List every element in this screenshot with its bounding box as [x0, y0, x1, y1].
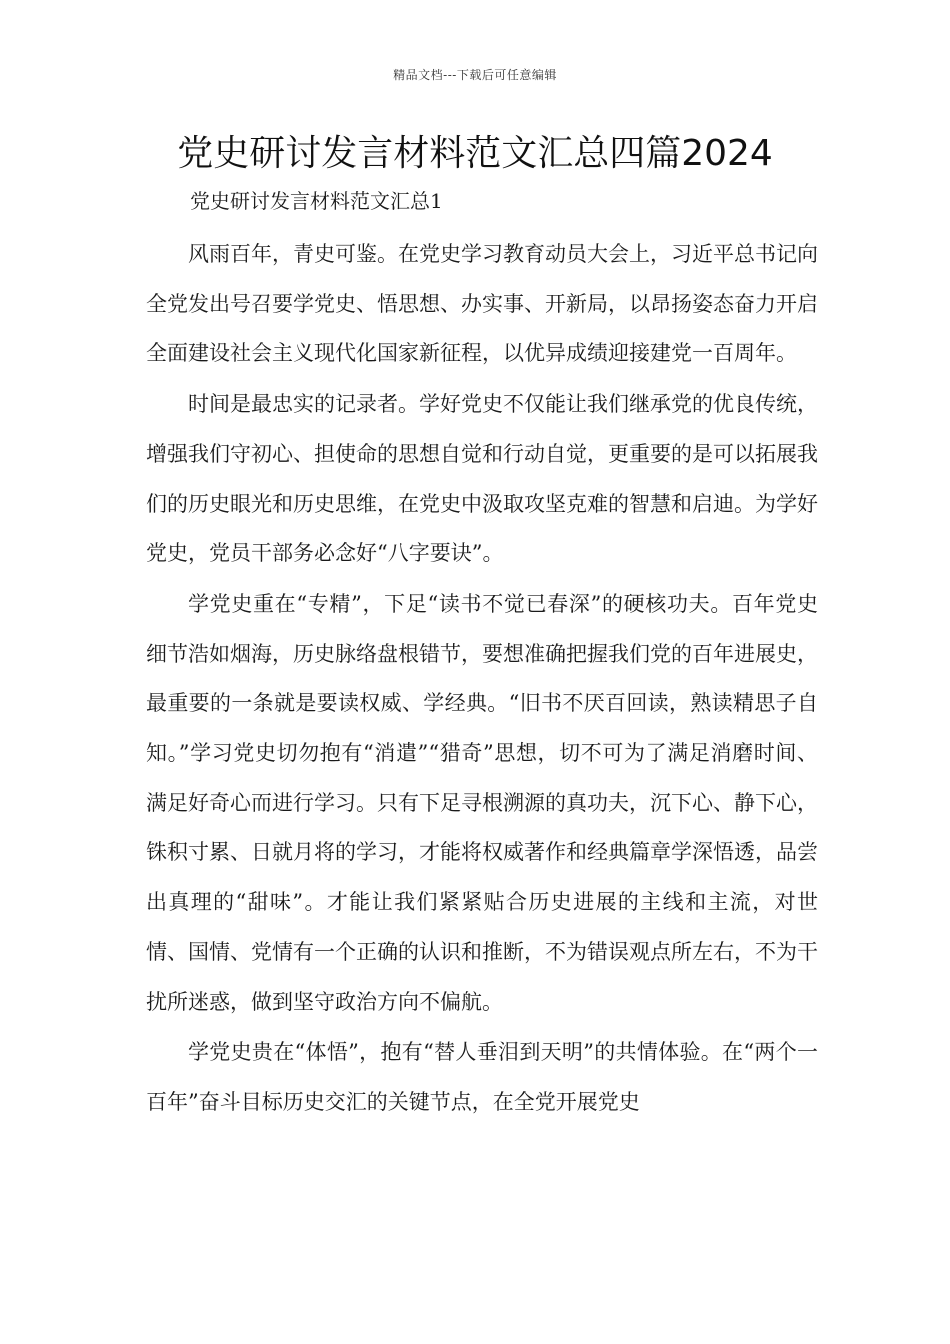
- document-body: [146, 230, 818, 1129]
- paragraph-1: 风雨百年，青史可鉴。在党史学习教育动员大会上，习近平总书记向全党发出号召要学党史、悟思想、办实事、开新局，以昂扬姿态奋力开启全面建设社会主义现代化国家新征程，以优异成绩迎接建党一百周年。: [146, 242, 818, 366]
- paragraph-2: 时间是最忠实的记录者。学好党史不仅能让我们继承党的优良传统，增强我们守初心、担使命的思想自觉和行动自觉，更重要的是可以拓展我们的历史眼光和历史思维，在党史中汲取攻坚克难的智慧和启迪。为学好党史，党员干部务必念好“八字要诀”。: [146, 392, 818, 566]
- paragraph-3: 学党史重在“专精”，下足“读书不觉已春深”的硬核功夫。百年党史细节浩如烟海，历史脉络盘根错节，要想准确把握我们党的百年进展史，最重要的一条就是要读权威、学经典。“旧书不厌百回读，熟读精思子自知。”学习党史切勿抱有“消遣”“猎奇”思想，切不可为了满足消磨时间、满足好奇心而进行学习。只有下足寻根溯源的真功夫，沉下心、静下心，铢积寸累、日就月将的学习，才能将权威著作和经典篇章学深悟透，品尝出真理的“甜味”。才能让我们紧紧贴合历史进展的主线和主流，对世情、国情、党情有一个正确的认识和推断，不为错误观点所左右，不为干扰所迷惑，做到坚守政治方向不偏航。: [146, 591, 818, 1014]
- document-subtitle: 党史研讨发言材料范文汇总1: [190, 189, 443, 213]
- paragraph-4: 学党史贵在“体悟”，抱有“替人垂泪到天明”的共情体验。在“两个一百年”奋斗目标历史交汇的关键节点，在全党开展党史: [146, 1040, 818, 1114]
- page-header: 精品文档---下载后可任意编辑: [393, 68, 557, 82]
- document-title: 党史研讨发言材料范文汇总四篇2024: [177, 133, 773, 174]
